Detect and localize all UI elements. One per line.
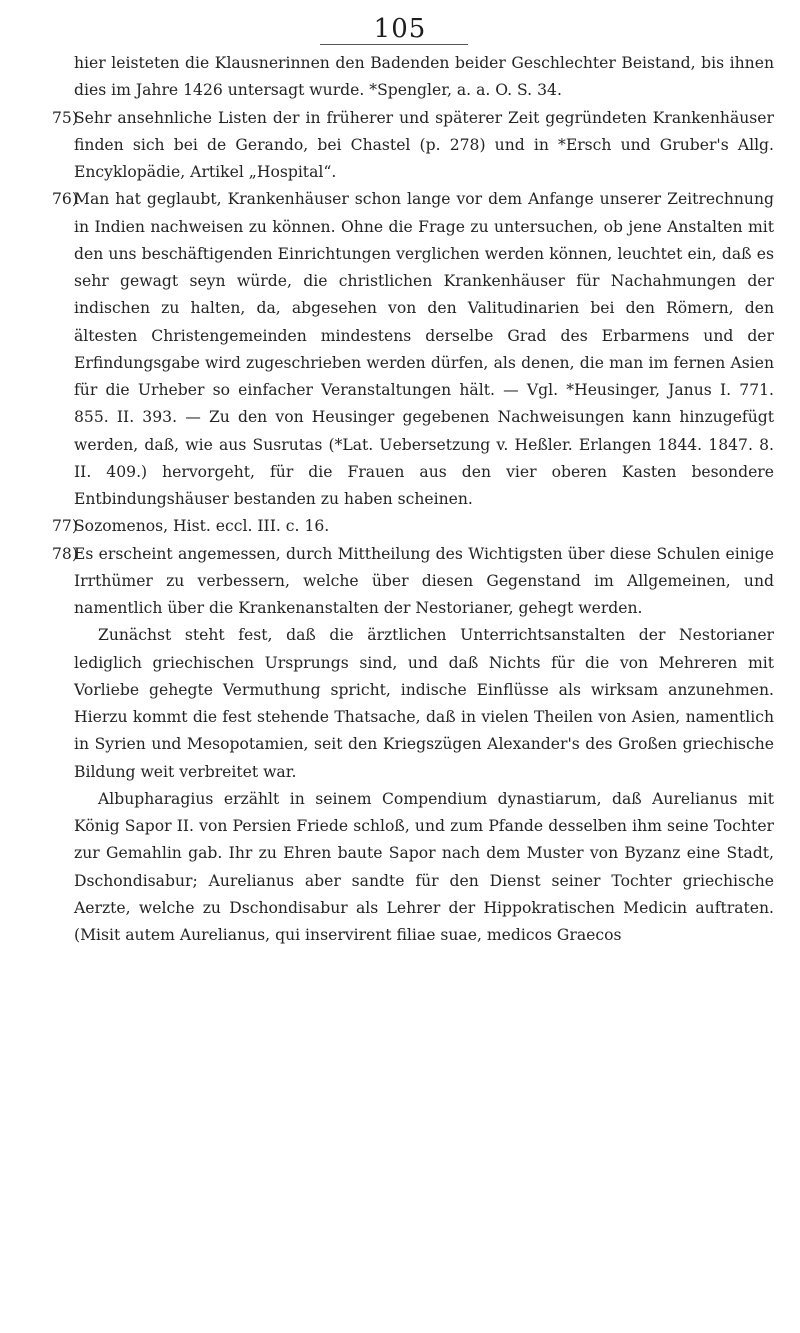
body-paragraph: Albupharagius erzählt in seinem Compendium dynastiarum, daß Aurelianus mit König Sapor II. von Persien Friede schloß, und zum Pfande desselben ihm seine Tochter zur Gemahlin gab. Ihr zu Ehren baute Sapor nach dem Muster von Byzanz eine Stadt, Dschondisabur; Aurelianus aber sandte für den Dienst seiner Tochter griechische Aerzte, welche zu Dschondisabur als Lehrer der Hippokratischen Medicin auftraten. (Misit autem Aurelianus, qui inservirent filiae suae, medicos Graecos <box>74 789 774 944</box>
footnote-number: 76) <box>52 190 78 209</box>
page-number: 105 <box>373 14 427 44</box>
footnote-text: Es erscheint angemessen, durch Mittheilung des Wichtigsten über diese Schulen einige Irrthümer zu verbessern, welche über diesen Gegenstand im Allgemeinen, und namentlich über die Krankenanstalten der Nestorianer, gehegt werden. <box>74 544 774 617</box>
footnote-number: 77) <box>52 517 78 536</box>
footnote-text: Man hat geglaubt, Krankenhäuser schon lange vor dem Anfange unserer Zeitrechnung in Indien nachweisen zu können. Ohne die Frage zu untersuchen, ob jene Anstalten mit den uns beschäftigenden Einrichtungen verglichen werden können, leuchtet ein, daß es sehr gewagt seyn würde, die christlichen Krankenhäuser für Nachahmungen der indischen zu halten, da, abgesehen von den Valitudinarien bei den Römern, den ältesten Christengemeinden mindestens derselbe Grad des Erbarmens und der Erfindungsgabe wird zugeschrieben werden dürfen, als denen, die man im fernen Asien für die Urheber so einfacher Veranstaltungen hält. — Vgl. *Heusinger, Janus I. 771. 855. II. 393. — Zu den von Heusinger gegebenen Nachweisungen kann hinzugefügt werden, daß, wie aus Susrutas (*Lat. Uebersetzung v. Heßler. Erlangen 1844. 1847. 8. II. 409.) hervorgeht, für die Frauen aus den vier oberen Kasten besondere Entbindungshäuser bestanden zu haben scheinen. <box>74 190 774 508</box>
footnote-text: Sehr ansehnliche Listen der in früherer und späterer Zeit gegründeten Krankenhäuser finden sich bei de Gerando, bei Chastel (p. 278) und in *Ersch und Gruber's Allg. Encyklopädie, Artikel „Hospital“. <box>74 108 774 181</box>
footnote-number: 78) <box>52 544 78 563</box>
footnote-77 <box>52 513 774 540</box>
header-rule <box>320 44 468 45</box>
footnote-text: Sozomenos, Hist. eccl. III. c. 16. <box>74 517 330 536</box>
footnote-78 <box>52 541 774 623</box>
footnote-75 <box>52 105 774 187</box>
page-body <box>52 50 774 949</box>
note-continuation: hier leisteten die Klausnerinnen den Badenden beider Geschlechter Beistand, bis ihnen dies im Jahre 1426 untersagt wurde. *Spengler, a. a. O. S. 34. <box>74 54 774 100</box>
body-paragraph: Zunächst steht fest, daß die ärztlichen Unterrichtsanstalten der Nestorianer lediglich griechischen Ursprungs sind, und daß Nichts für die von Mehreren mit Vorliebe gehegte Vermuthung spricht, indische Einflüsse als wirksam anzunehmen. Hierzu kommt die fest stehende Thatsache, daß in vielen Theilen von Asien, namentlich in Syrien und Mesopotamien, seit den Kriegszügen Alexander's des Großen griechische Bildung weit verbreitet war. <box>74 626 774 781</box>
footnote-76 <box>52 186 774 513</box>
footnote-number: 75) <box>52 108 78 127</box>
